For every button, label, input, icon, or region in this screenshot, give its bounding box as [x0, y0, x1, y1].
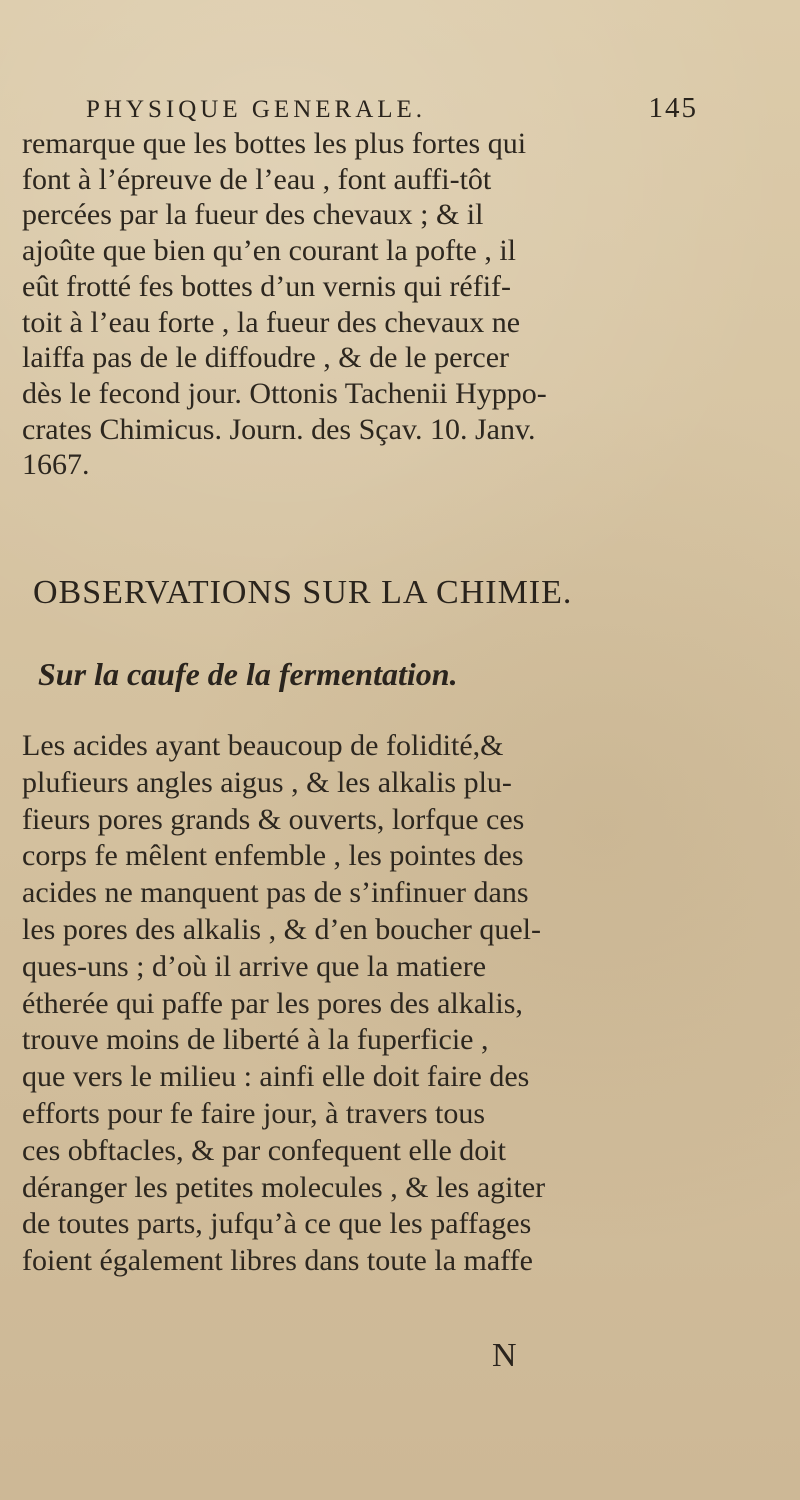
- text-line: crates Chimicus. Journ. des Sçav. 10. Janv.: [22, 412, 536, 446]
- text-line: acides ne manquent pas de s’infinuer dans: [22, 876, 529, 910]
- text-line: fieurs pores grands & ouverts, lorfque ces: [22, 802, 525, 836]
- text-line: étherée qui paffe par les pores des alkalis,: [22, 986, 523, 1020]
- section-title: OBSERVATIONS SUR LA CHIMIE.: [33, 574, 573, 611]
- text-line: ques-uns ; d’où il arrive que la matiere: [22, 949, 487, 983]
- text-line: dès le fecond jour. Ottonis Tachenii Hyppo-: [22, 376, 547, 410]
- section-subtitle: Sur la caufe de la fermentation.: [38, 656, 458, 692]
- text-line: toit à l’eau forte , la fueur des chevaux ne: [22, 305, 521, 339]
- text-line: percées par la fueur des chevaux ; & il: [22, 198, 484, 232]
- text-line: font à l’épreuve de l’eau , font auffi-tôt: [22, 162, 492, 196]
- text-line: déranger les petites molecules , & les agiter: [22, 1170, 546, 1204]
- text-line: Les acides ayant beaucoup de folidité,&: [22, 729, 504, 762]
- text-line: laiffa pas de le diffoudre , & de le percer: [22, 341, 510, 375]
- signature-mark: N: [492, 1337, 517, 1374]
- text-line: remarque que les bottes les plus fortes qui: [22, 127, 527, 160]
- text-line: les pores des alkalis , & d’en boucher quel-: [22, 912, 542, 946]
- text-line: plufieurs angles aigus , & les alkalis plu-: [22, 765, 512, 799]
- top-paragraph: [22, 126, 662, 483]
- body-paragraph: [22, 728, 670, 1280]
- text-line: trouve moins de liberté à la fuperficie ,: [22, 1023, 489, 1057]
- text-line: eût frotté fes bottes d’un vernis qui réfif-: [22, 269, 512, 303]
- text-line: efforts pour fe faire jour, à travers tous: [22, 1096, 486, 1130]
- page-number: 145: [648, 92, 698, 124]
- text-line: que vers le milieu : ainfi elle doit faire des: [22, 1060, 530, 1094]
- text-line: 1667.: [22, 448, 90, 482]
- text-line: ajoûte que bien qu’en courant la pofte , il: [22, 234, 516, 268]
- text-line: foient également libres dans toute la maffe: [22, 1244, 533, 1278]
- text-line: corps fe mêlent enfemble , les pointes des: [22, 839, 524, 873]
- text-line: ces obftacles, & par confequent elle doit: [22, 1133, 506, 1167]
- running-title: PHYSIQUE GENERALE.: [86, 96, 427, 123]
- text-line: de toutes parts, jufqu’à ce que les paffages: [22, 1207, 532, 1241]
